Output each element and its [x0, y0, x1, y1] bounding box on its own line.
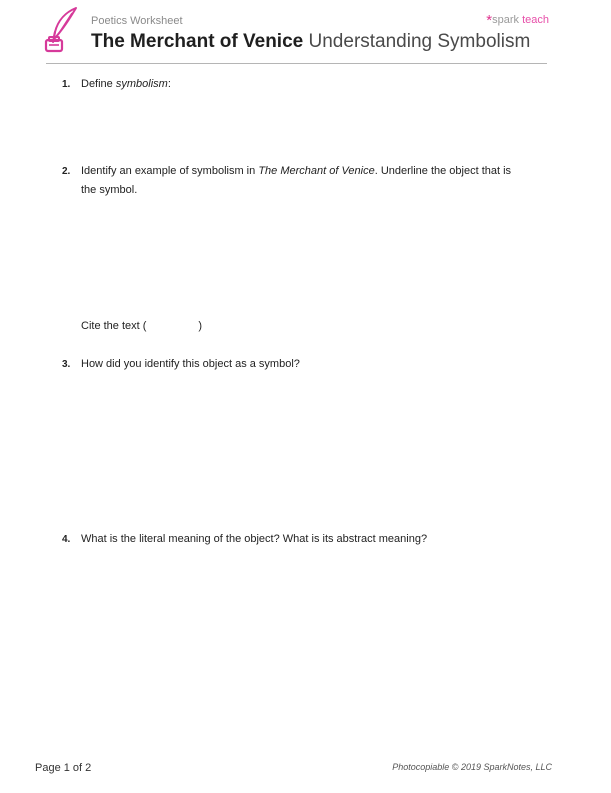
question-number: 2.	[62, 166, 71, 177]
worksheet-type: Poetics Worksheet	[91, 15, 183, 27]
sparkteach-logo	[486, 10, 549, 27]
question-text: Define symbolism:	[81, 78, 171, 90]
question-number: 3.	[62, 359, 71, 370]
question-text: How did you identify this object as a symbol?	[81, 358, 300, 370]
title-topic: Understanding Symbolism	[308, 31, 531, 52]
brand-asterisk: *	[486, 12, 493, 29]
question-text: What is the literal meaning of the object? What is its abstract meaning?	[81, 533, 428, 545]
page-number: Page 1 of 2	[35, 762, 92, 774]
question-number: 4.	[62, 534, 71, 545]
question-number: 1.	[62, 79, 71, 90]
question-text: Identify an example of symbolism in The Merchant of Venice. Underline the object that is the symbol.	[81, 165, 512, 196]
quill-inkwell-icon	[42, 6, 82, 54]
header-divider	[46, 63, 547, 64]
page-title	[91, 31, 530, 53]
cite-text-prompt: Cite the text ( )	[81, 320, 203, 332]
brand-teach: teach	[522, 14, 549, 26]
title-work: The Merchant of Venice	[91, 31, 304, 52]
copyright-notice: Photocopiable © 2019 SparkNotes, LLC	[392, 762, 552, 772]
brand-spark: spark	[492, 14, 520, 26]
